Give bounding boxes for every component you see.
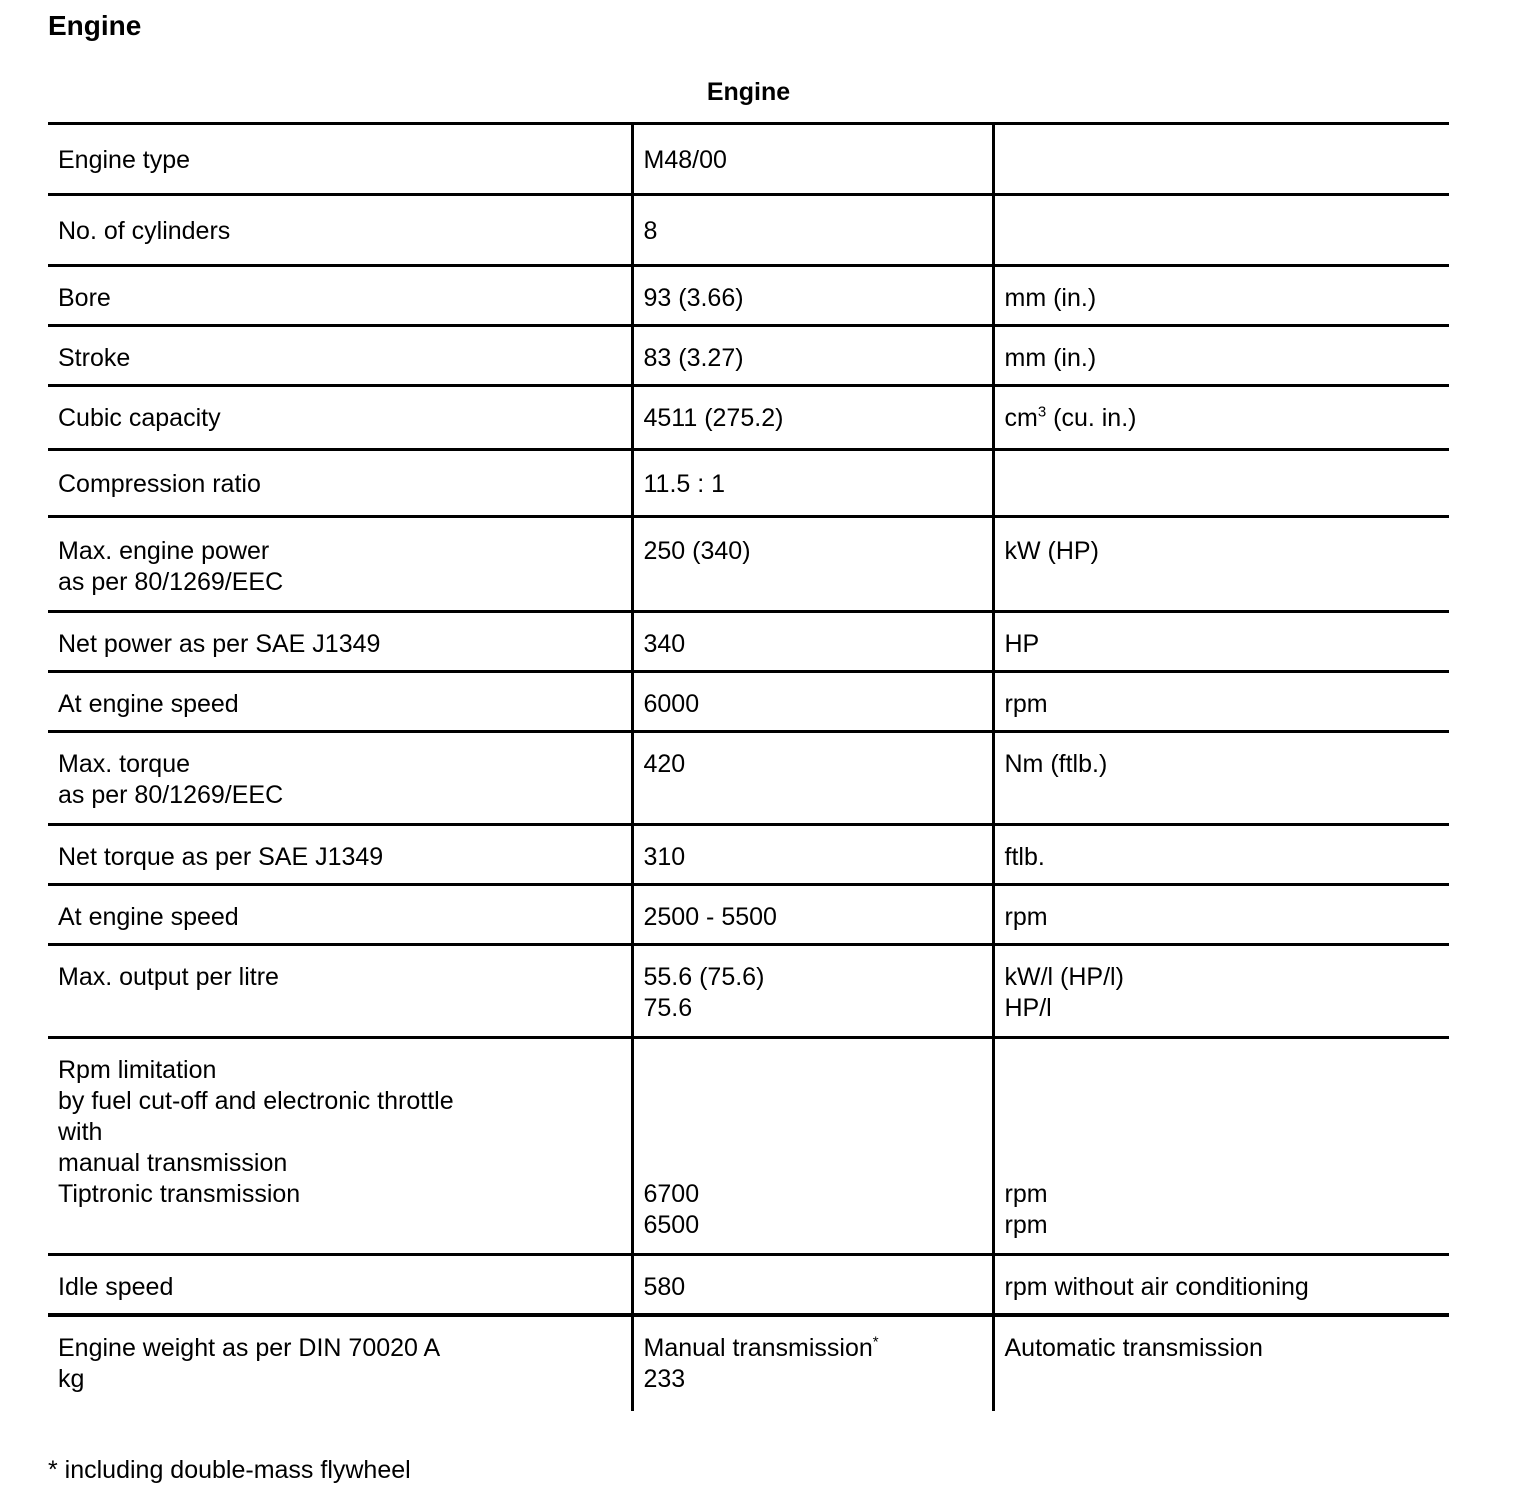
engine-spec-table [48,122,1449,1411]
spec-unit [993,450,1449,517]
spec-unit: rpm [993,672,1449,732]
table-row [48,326,1449,386]
spec-unit: rpm without air conditioning [993,1255,1449,1316]
table-row [48,1038,1449,1255]
spec-label: Max. engine power as per 80/1269/EEC [58,537,284,596]
spec-unit [993,195,1449,266]
unit-superscript: 3 [1037,403,1047,421]
spec-label: Max. output per litre [58,963,279,991]
spec-label: Engine weight as per DIN 70020 A kg [58,1334,441,1393]
spec-value: 2500 - 5500 [632,885,993,945]
spec-unit: HP [993,612,1449,672]
spec-value: 6700 6500 [643,1180,700,1239]
spec-value: 250 (340) [632,517,993,612]
spec-value-cell [632,1315,993,1411]
spec-label: Engine type [58,146,191,174]
footnote: * including double-mass flywheel [48,1456,411,1484]
spec-unit [993,386,1449,450]
spec-value: 83 (3.27) [632,326,993,386]
footnote-marker: * [872,1333,879,1351]
table-row [48,386,1449,450]
table-row [48,195,1449,266]
spec-label: Idle speed [58,1273,174,1301]
spec-value-line2: 233 [643,1365,686,1393]
spec-label: Compression ratio [58,470,261,498]
spec-value: 8 [632,195,993,266]
spec-value-line1: Manual transmission [643,1334,873,1362]
spec-value: 6000 [632,672,993,732]
table-row [48,1255,1449,1316]
spec-label: Max. torque as per 80/1269/EEC [58,750,284,809]
spec-unit: rpm rpm [1004,1180,1048,1239]
spec-label: Rpm limitation by fuel cut-off and electronic throttle with manual transmission Tiptronic transmission [58,1056,454,1208]
spec-value: 420 [632,732,993,825]
table-row [48,612,1449,672]
spec-label: Net torque as per SAE J1349 [58,843,384,871]
page-heading: Engine [48,10,142,41]
spec-unit: rpm [993,885,1449,945]
unit-prefix: cm [1004,404,1038,432]
spec-unit: ftlb. [993,825,1449,885]
spec-value: 310 [632,825,993,885]
spec-label: Net power as per SAE J1349 [58,630,381,658]
spec-value: 340 [632,612,993,672]
spec-unit: kW (HP) [993,517,1449,612]
spec-label: Stroke [58,344,131,372]
spec-label: Bore [58,284,111,312]
spec-value: M48/00 [632,124,993,195]
spec-unit [993,124,1449,195]
spec-label: No. of cylinders [58,217,231,245]
table-row [48,672,1449,732]
spec-unit-cell [993,1038,1449,1255]
spec-label: At engine speed [58,690,239,718]
spec-value: 93 (3.66) [632,266,993,326]
table-row [48,945,1449,1038]
spec-label: At engine speed [58,903,239,931]
spec-value: 4511 (275.2) [632,386,993,450]
table-row [48,266,1449,326]
spec-unit: Nm (ftlb.) [993,732,1449,825]
table-row [48,1315,1449,1411]
spec-value-cell [632,1038,993,1255]
spec-label: Cubic capacity [58,404,221,432]
table-row [48,732,1449,825]
spec-unit: mm (in.) [993,326,1449,386]
table-row [48,825,1449,885]
unit-suffix: (cu. in.) [1046,404,1137,432]
spec-value: 55.6 (75.6) 75.6 [632,945,993,1038]
table-row [48,517,1449,612]
spec-unit: mm (in.) [993,266,1449,326]
spec-value: 11.5 : 1 [632,450,993,517]
table-row [48,885,1449,945]
table-row [48,450,1449,517]
table-caption: Engine [706,78,791,106]
table-row [48,124,1449,195]
spec-unit: Automatic transmission [993,1315,1449,1411]
spec-unit: kW/l (HP/l) HP/l [993,945,1449,1038]
spec-value: 580 [632,1255,993,1316]
